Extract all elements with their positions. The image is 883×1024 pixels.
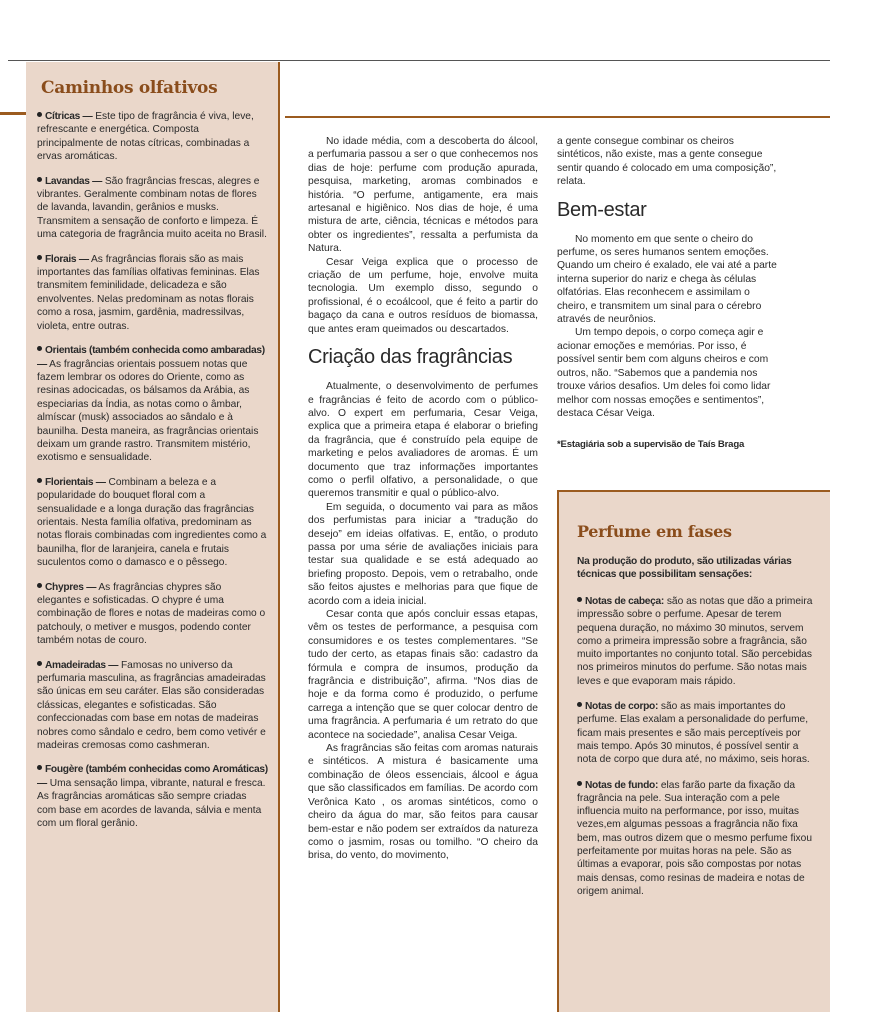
paragraph: Em seguida, o documento vai para as mãos dos perfumistas para iniciar a “tradução do desejo” em ideias olfativas. E, então, o produto passa por uma série de avaliações iniciais para testar sua qualidade e se está adequado ao briefing proposto. Depois, vem o retrabalho, onde são feitos ajustes e melhorias para que fique de acordo com a ideia inicial.	[308, 501, 538, 607]
item-term: Amadeiradas —	[45, 659, 119, 671]
item-term: Orientais (também conhecida como ambaradas) —	[37, 345, 265, 370]
item-text: As fragrâncias chypres são elegantes e sofisticadas. O chypre é uma combinação de flores e notas de madeiras como o patchouly, o metiver e musgos, podendo conter também notas de couro.	[37, 581, 266, 647]
box-intro: Na produção do produto, são utilizadas várias técnicas que possibilitam sensações:	[577, 556, 792, 580]
item-term: Cítricas —	[45, 111, 93, 122]
bullet-icon	[37, 177, 42, 182]
sidebar-item-orientais	[37, 344, 268, 465]
sidebar-item-citricas	[37, 110, 268, 164]
sidebar-title: Caminhos olfativos	[41, 78, 218, 98]
sidebar-item-amadeiradas	[37, 659, 268, 753]
item-text: Famosas no universo da perfumaria masculina, as fragrâncias amadeiradas são únicas em seu caráter. Elas são consideradas clássicas, elegantes e sofisticadas. São confeccionadas com base em notas de madeiras nobres como sândalo e cedro, bem como vetivér e madeiras cremosas como cashmeran.	[37, 659, 266, 752]
item-text: são as mais importantes do perfume. Elas exalam a personalidade do perfume, ficam mais presentes e são mais perceptíveis por mais tempo. Após 30 minutos, é possível sentir a nota de corpo que dura até, no máximo, seis horas.	[577, 701, 810, 766]
sidebar-caminhos-olfativos	[26, 62, 280, 1012]
sidebar-item-lavandas	[37, 175, 268, 242]
item-term: Florais —	[45, 253, 89, 265]
item-term: Florientais —	[45, 476, 106, 488]
author-note: *Estagiária sob a supervisão de Taís Braga	[557, 439, 745, 451]
section-heading-bem-estar: Bem-estar	[557, 198, 647, 221]
item-text: Uma sensação limpa, vibrante, natural e fresca. As fragrâncias aromáticas são sempre criadas com base em acordes de lavanda, sálvia e menta com um floral gerânio.	[37, 777, 266, 830]
bullet-icon	[37, 478, 42, 483]
paragraph: No momento em que sente o cheiro do perfume, os seres humanos sentem emoções. Quando um cheiro é exalado, ele vai até a parte interna superior do nariz e chega às células olfatórias. Elas reconhecem e assimilam o cheiro, e transmitem um sinal para o cérebro através de neurônios.	[557, 233, 777, 326]
paragraph: a gente consegue combinar os cheiros sintéticos, não existe, mas a gente consegue sentir quando é colocado em uma composição”, relata.	[557, 136, 777, 188]
article-center-column	[308, 135, 538, 863]
box-item-notas-corpo	[577, 700, 816, 766]
item-term: Chypres —	[45, 581, 97, 593]
sidebar-item-florientais	[37, 476, 268, 570]
bullet-icon	[37, 255, 42, 260]
bullet-icon	[37, 346, 42, 351]
bullet-icon	[37, 112, 42, 117]
item-term: Notas de cabeça:	[585, 596, 664, 607]
item-term: Notas de corpo:	[585, 701, 659, 713]
paragraph: Um tempo depois, o corpo começa agir e acionar emoções e memórias. Por isso, é possível sentir bem com alguns cheiros e com outros, não. “Sabemos que a pandemia nos trouxe vários desafios. Um deles foi como lidar melhor com nossas emoções e sentimentos”, destaca César Veiga.	[557, 327, 771, 419]
box-title: Perfume em fases	[577, 522, 732, 541]
section-heading-criacao: Criação das fragrâncias	[308, 346, 513, 369]
box-perfume-em-fases	[557, 490, 830, 1012]
item-term: Lavandas —	[45, 175, 103, 187]
bullet-icon	[577, 702, 582, 707]
item-text: Este tipo de fragrância é viva, leve, refrescante e energética. Composta principalmente de notas cítricas, combinadas a ervas aromáticas.	[37, 111, 254, 163]
sidebar-item-chypres	[37, 581, 268, 648]
box-item-notas-cabeca	[577, 595, 816, 688]
sidebar-item-florais	[37, 253, 268, 333]
top-rule	[8, 60, 830, 61]
section-rule	[285, 116, 830, 118]
item-term: Fougère (também conhecidas como Aromáticas) —	[37, 764, 268, 789]
item-term: Notas de fundo:	[585, 779, 659, 791]
item-text: Combinam a beleza e a popularidade do bouquet floral com a sensualidade e a longa duração das fragrâncias orientais. Nesta família olfativa, predominam as notas florais combinadas com ingredientes como a baunilha, flor de laranjeira, canela e frutais suculentos como o damasco e o pêssego.	[37, 476, 267, 569]
paragraph: Atualmente, o desenvolvimento de perfumes e fragrâncias é feito de acordo com o público-alvo. O expert em perfumaria, Cesar Veiga, explica que a primeira etapa é elaborar o briefing da fragrância, que é construído pela equipe de marketing e pelos avaliadores de aromas. É um documento que traz informações importantes como o perfil olfativo, a personalidade, o que queremos transmitir e qual o público-alvo.	[308, 381, 538, 500]
bullet-icon	[37, 583, 42, 588]
item-text: elas farão parte da fixação da fragrância na pele. Sua interação com a pele influencia muito na performance, por isso, muitas vezes,em algumas pessoas a fragrância não fixa bem, mas outros dizem que o mesmo perfume fixou perfeitamente por muitas horas na pele. São as últimas a evaporar, pois são compostas por notas mais densas, como resinas de madeira e notas de origem animal.	[577, 779, 812, 897]
bullet-icon	[577, 597, 582, 602]
item-text: As fragrâncias orientais possuem notas que fazem lembrar os odores do Oriente, como as resinas adocicadas, os bálsamos da Arábia, as especiarias da Índia, as notas como o âmbar, almíscar (musk) associados ao sândalo e à baunilha. Desta maneira, as fragrâncias orientais deixam um grande rastro. Transmitem mistério, exotismo e sensualidade.	[37, 358, 259, 464]
bullet-icon	[577, 781, 582, 786]
paragraph: Cesar conta que após concluir essas etapas, vêm os testes de performance, a pesquisa com consumidores e os testes complementares. “Se tudo der certo, as etapas finais são: cadastro da fórmula e compra de insumos, produção da fragrância e distribuição”, afirma. “Nos dias de hoje e da forma como é produzido, o perfume carrega a intenção que se quer colocar dentro de uma fragrância. A perfumaria é um retrato do que acontece na sociedade”, analisa Cesar Veiga.	[308, 609, 538, 741]
item-text: As fragrâncias florais são as mais importantes das famílias olfativas femininas. Elas transmitem feminilidade, delicadeza e são envolventes. Nelas predominam as notas florais como a rosa, jasmim, gardênia, madressilvas, violeta, entre outras.	[37, 253, 260, 332]
item-text: são as notas que dão a primeira impressão sobre o perfume. Apesar de terem pequena duração, no máximo 30 minutos, servem como a primeira impressão sobre a fragrância, são muito importantes no conjunto total. São percebidas nos primeiros minutos do perfume. São notas mais leves e que evaporam mais rápido.	[577, 596, 813, 687]
paragraph: Cesar Veiga explica que o processo de criação de um perfume, hoje, envolve muita tecnologia. Um exemplo disso, segundo o profissional, é o ecoálcool, que é feito a partir do bagaço da cana e outros resíduos de biomassa, que antes eram queimados ou descartados.	[308, 256, 538, 335]
box-item-notas-fundo	[577, 779, 816, 899]
bullet-icon	[37, 765, 42, 770]
article-right-column	[557, 135, 782, 452]
item-text: São fragrâncias frescas, alegres e vibrantes. Geralmente combinam notas de flores de lavanda, lavandin, gerânios e musks. Transmitem a sensação de conforto e limpeza. É uma categoria de fragrância muito aceita no Brasil.	[37, 175, 267, 241]
paragraph: No idade média, com a descoberta do álcool, a perfumaria passou a ser o que conhecemos nos dias de hoje: perfume com produção apurada, pesquisa, marketing, aromas combinados e história. “O perfume, antigamente, era mais artesanal e higiênico. Nos dias de hoje, é uma mistura de arte, ciência, técnicas e métodos para obter os ingredientes”, ressalta a perfumista da Natura.	[308, 136, 538, 255]
sidebar-item-fougere	[37, 763, 268, 830]
bullet-icon	[37, 661, 42, 666]
paragraph: As fragrâncias são feitas com aromas naturais e sintéticos. A mistura é basicamente uma combinação de óleos essenciais, álcool e água que são classificados em famílias. De acordo com Verônica Kato , os aromas sintéticos, como o cheiro da água do mar, são feitos para causar bem-estar e não podem ser extraídos da natureza como o jasmim, rosas ou tomilho. “O cheiro da brisa, do vento, do movimento,	[308, 743, 538, 862]
